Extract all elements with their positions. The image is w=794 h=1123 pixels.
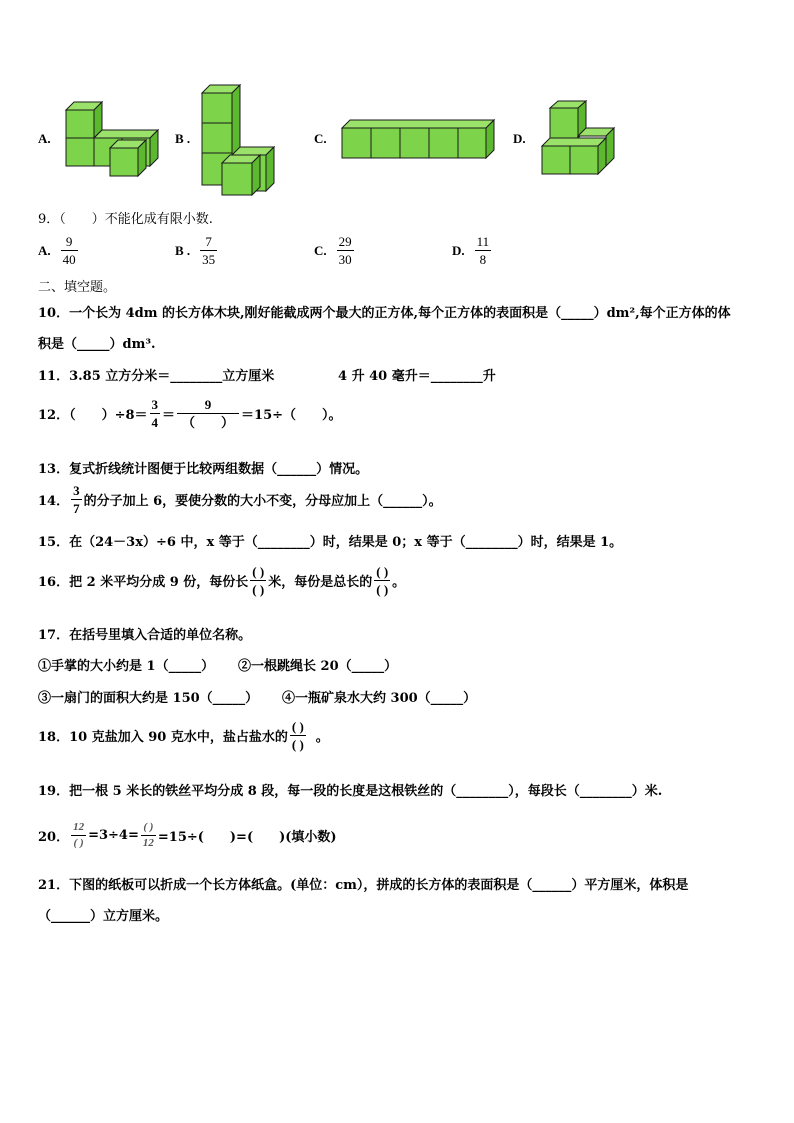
fraction-numerator: 9 bbox=[204, 397, 212, 412]
q9-option-b-fraction bbox=[200, 235, 217, 266]
q16-part2: 米，每份是总长的 bbox=[268, 575, 373, 590]
q9-option-b bbox=[175, 235, 219, 266]
q20 bbox=[38, 822, 337, 849]
q9-option-a-label: A. bbox=[38, 242, 51, 258]
q9-option-d-label: D. bbox=[452, 242, 465, 258]
q19: 19．把一根 5 米长的铁丝平均分成 8 段，每一段的长度是这根铁丝的（________），每段长（________）米. bbox=[38, 784, 663, 799]
fraction-denominator: 7 bbox=[73, 501, 80, 516]
fraction-denominator: ( ) bbox=[252, 582, 265, 597]
q14-suffix: 的分子加上 6，要使分数的大小不变，分母应加上（______）。 bbox=[83, 494, 442, 509]
fraction-numerator: ( ) bbox=[376, 564, 389, 579]
q14-prefix: 14． bbox=[38, 494, 70, 509]
q14 bbox=[38, 484, 442, 515]
fraction-denominator: ( ) bbox=[376, 582, 389, 597]
fraction-denominator: ( ) bbox=[291, 737, 304, 752]
q16 bbox=[38, 565, 405, 596]
fraction-numerator: 7 bbox=[205, 234, 212, 249]
q18-end: 。 bbox=[315, 730, 329, 745]
q13: 13．复式折线统计图便于比较两组数据（______）情况。 bbox=[38, 462, 369, 477]
q10-line2: 积是（_____）dm³. bbox=[38, 337, 156, 352]
q16-end: 。 bbox=[392, 575, 406, 590]
q18-prefix: 18．10 克盐加入 90 克水中，盐占盐水的 bbox=[38, 730, 288, 745]
fraction-denominator: 12 bbox=[142, 837, 154, 849]
q11-part2: 4 升 40 毫升＝________升 bbox=[338, 369, 496, 384]
q21-line1: 21．下图的纸板可以折成一个长方体纸盒。(单位：cm），拼成的长方体的表面积是（______）平方厘米，体积是 bbox=[38, 878, 689, 893]
q9-stem: 9．（ ）不能化成有限小数. bbox=[38, 212, 213, 227]
cube-figure-a bbox=[58, 98, 162, 178]
fraction-numerator: ( ) bbox=[143, 821, 154, 833]
q17-item-3: ③一扇门的面积大约是 150（_____） bbox=[38, 691, 259, 706]
q20-fraction-2 bbox=[141, 822, 156, 849]
fraction-numerator: 3 bbox=[73, 483, 80, 498]
q9-option-a-fraction bbox=[61, 235, 78, 266]
fraction-denominator: （ ） bbox=[182, 415, 235, 430]
q9-option-c-label: C. bbox=[314, 242, 327, 258]
q17-item-2: ②一根跳绳长 20（_____） bbox=[238, 659, 398, 674]
q8-option-a-label: A. bbox=[38, 131, 51, 146]
q20-fraction-1 bbox=[71, 822, 86, 849]
q16-fraction-2 bbox=[374, 565, 390, 596]
fraction-denominator: 8 bbox=[479, 252, 487, 267]
q14-fraction bbox=[71, 484, 82, 515]
q18-fraction bbox=[290, 720, 306, 751]
q15: 15．在（24－3x）÷6 中，x 等于（________）时，结果是 0；x 等于（________）时，结果是 1。 bbox=[38, 535, 623, 550]
q21-line2: （______）立方厘米。 bbox=[38, 909, 169, 924]
q17-stem: 17．在括号里填入合适的单位名称。 bbox=[38, 628, 252, 643]
fraction-numerator: ( ) bbox=[252, 564, 265, 579]
fraction-numerator: 12 bbox=[73, 821, 85, 833]
cube-figure-b bbox=[200, 83, 278, 197]
q8-option-d-label: D. bbox=[513, 131, 526, 146]
section-heading: 二、填空题。 bbox=[38, 280, 117, 295]
fraction-denominator: ( ) bbox=[73, 837, 84, 849]
q9-option-b-label: B . bbox=[175, 242, 191, 258]
q10-line1: 10．一个长为 4dm 的长方体木块,刚好能截成两个最大的正方体,每个正方体的表面积是（_____）dm²,每个正方体的体 bbox=[38, 306, 731, 321]
q18 bbox=[38, 720, 329, 751]
q12-prefix: 12．（ ）÷8＝ bbox=[38, 408, 148, 423]
q9-option-c bbox=[314, 235, 356, 266]
fraction-denominator: 35 bbox=[202, 252, 216, 267]
cube-figure-c bbox=[340, 118, 496, 160]
fraction-numerator: 9 bbox=[65, 234, 73, 249]
q9-option-d bbox=[452, 235, 493, 266]
q20-suffix: =15÷( )=( )(填小数) bbox=[157, 830, 337, 845]
q9-option-d-fraction bbox=[475, 235, 492, 266]
q8-option-c-label: C. bbox=[314, 131, 327, 146]
cube-figure-d bbox=[540, 100, 616, 176]
q9-option-a bbox=[38, 235, 80, 266]
fraction-numerator: ( ) bbox=[291, 719, 304, 734]
fraction-denominator: 40 bbox=[62, 252, 76, 267]
fraction-numerator: 11 bbox=[476, 234, 490, 249]
q9-option-c-fraction bbox=[337, 235, 354, 266]
fraction-numerator: 3 bbox=[151, 397, 159, 412]
q17-item-1: ①手掌的大小约是 1（_____） bbox=[38, 659, 215, 674]
q20-prefix: 20． bbox=[38, 830, 70, 845]
q20-mid: =3÷4= bbox=[88, 828, 139, 843]
q12-suffix: ＝15÷（ ）。 bbox=[241, 408, 342, 423]
q16-part1: 16．把 2 米平均分成 9 份，每份长 bbox=[38, 575, 249, 590]
q17-item-4: ④一瓶矿泉水大约 300（_____） bbox=[282, 691, 477, 706]
q12-fraction-2 bbox=[177, 398, 239, 429]
q12-equals: ＝ bbox=[162, 408, 176, 423]
q8-option-b-label: B . bbox=[175, 131, 191, 146]
fraction-denominator: 30 bbox=[338, 252, 352, 267]
q12 bbox=[38, 398, 342, 429]
fraction-denominator: 4 bbox=[151, 415, 159, 430]
q12-fraction-1 bbox=[150, 398, 161, 429]
q16-fraction-1 bbox=[250, 565, 266, 596]
q11-part1: 11．3.85 立方分米＝________立方厘米 bbox=[38, 369, 275, 384]
fraction-numerator: 29 bbox=[338, 234, 352, 249]
